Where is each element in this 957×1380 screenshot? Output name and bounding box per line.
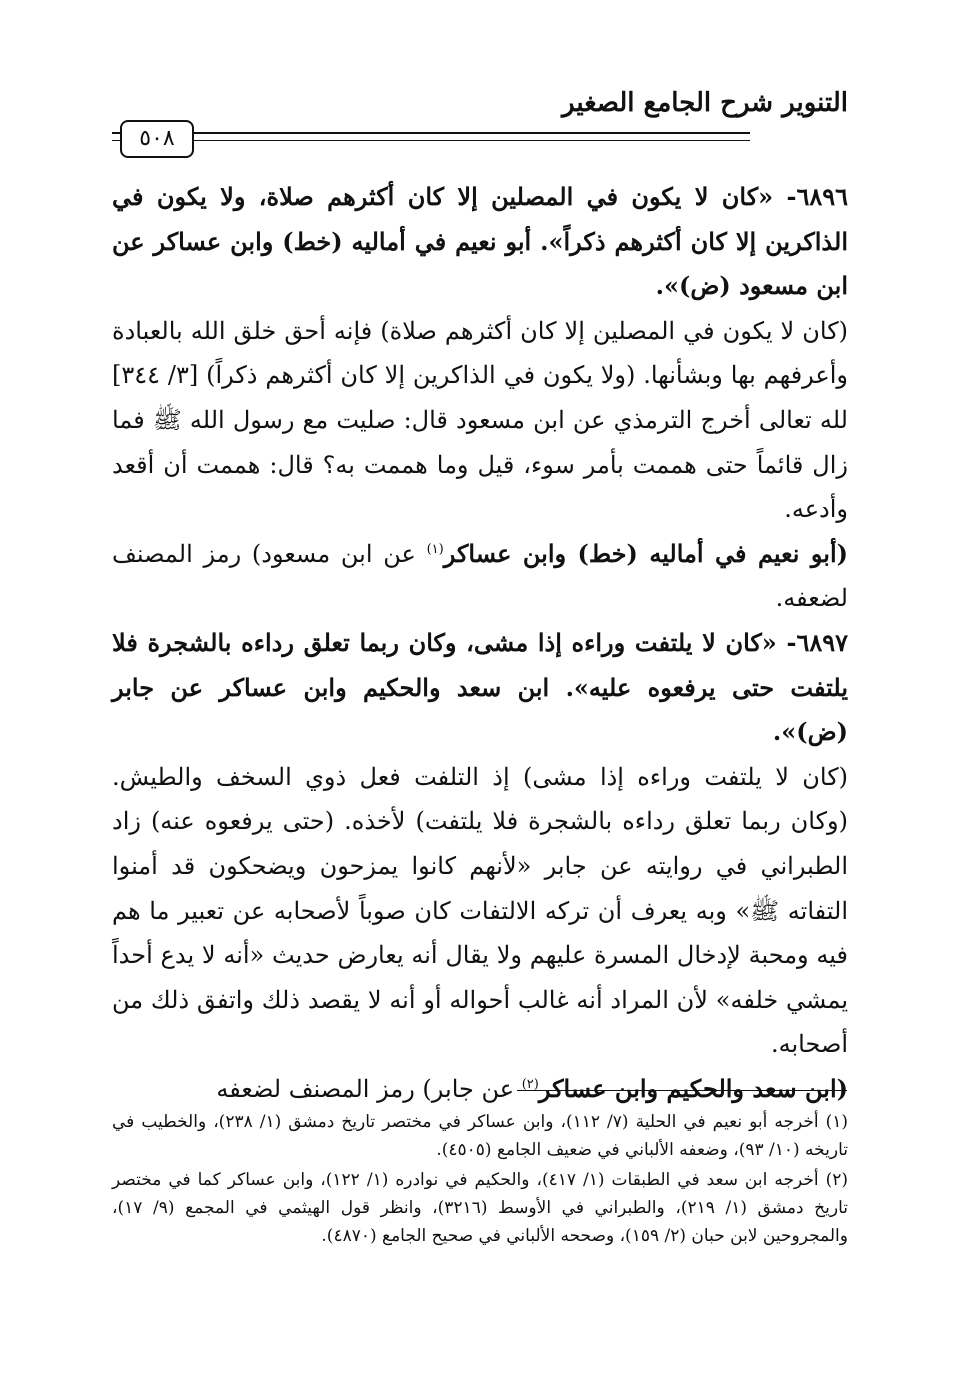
- footnote-separator: [517, 1090, 847, 1091]
- source-text-rest: عن ابن مسعود) رمز المصنف لضعفه.: [112, 539, 848, 613]
- commentary-6896-source: [112, 532, 848, 621]
- source-text: (ابن سعد والحكيم وابن عساكر: [538, 1073, 848, 1103]
- page-header: [112, 82, 848, 162]
- commentary-6897: (كان لا يلتفت وراءه إذا مشى) إذ التلفت فعل ذوي السخف والطيش. (وكان ربما تعلق رداءه بالشجرة فلا يلتفت) لأخذه. (حتى يرفعوه عنه) زاد الطبراني في روايته عن جابر «لأنهم كانوا يمزحون ويضحكون قد أمنوا التفاته ﷺ» وبه يعرف أن تركه الالتفات كان صوباً لأصحابه عن تعبير ما هم فيه ومحبة لإدخال المسرة عليهم ولا يقال أنه يعارض حديث «أنه لا يدع أحداً يمشي خلفه» لأن المراد أنه غالب أحواله أو أنه لا يقصد ذلك واتفق ذلك من أصحابه.: [112, 762, 849, 1059]
- source-text-rest: عن جابر) رمز المصنف لضعفه: [216, 1074, 515, 1103]
- page-number: ٥٠٨: [120, 120, 194, 158]
- footnote-2: (٢) أخرجه ابن سعد في الطبقات (١/ ٤١٧)، والحكيم في نوادره (١/ ١٢٢)، وابن عساكر كما في مختصر تاريخ دمشق (١/ ٢١٩)، والطبراني في الأوسط (٣٢١٦)، وانظر قول الهيثمي في المجمع (٩/ ١٧)، والمجروحين لابن حبان (٢/ ١٥٩)، وصححه الألباني في صحيح الجامع (٤٨٧٠).: [112, 1170, 848, 1246]
- main-text: [112, 175, 848, 1111]
- hadith-6897: ٦٨٩٧- «كان لا يلتفت وراءه إذا مشى، وكان ربما تعلق رداءه بالشجرة فلا يلتفت حتى يرفعوه عليه». ابن سعد والحكيم وابن عساكر عن جابر (ض)».: [112, 627, 848, 747]
- hadith-6896: ٦٨٩٦- «كان لا يكون في المصلين إلا كان أكثرهم صلاة، ولا يكون في الذاكرين إلا كان أكثرهم ذكراً». أبو نعيم في أماليه (خط) وابن عساكر عن ابن مسعود (ض)».: [112, 182, 848, 301]
- footnotes: [112, 1108, 848, 1252]
- book-title: التنوير شرح الجامع الصغير: [562, 88, 848, 118]
- footnote-mark-2[interactable]: (٢): [521, 1076, 539, 1092]
- commentary-6896: (كان لا يكون في المصلين إلا كان أكثرهم صلاة) فإنه أحق خلق الله بالعبادة وأعرفهم بها وبشأنها. (ولا يكون في الذاكرين إلا كان أكثرهم ذكراً) [٣/ ٣٤٤] لله تعالى أخرج الترمذي عن ابن مسعود قال: صليت مع رسول الله ﷺ فما زال قائماً حتى هممت بأمر سوء، قيل وما هممت به؟ قال: هممت أن أقعد وأدعه.: [112, 316, 849, 524]
- header-rule-thick: [112, 132, 750, 134]
- header-rule-thin: [112, 140, 750, 141]
- footnote-mark-1[interactable]: (١): [426, 541, 444, 557]
- footnote-1: (١) أخرجه أبو نعيم في الحلية (٧/ ١١٢)، وابن عساكر في مختصر تاريخ دمشق (١/ ٢٣٨)، والخطيب في تاريخه (١٠/ ٩٣)، وضعفه الألباني في ضعيف الجامع (٤٥٠٥).: [112, 1112, 849, 1160]
- source-text: (أبو نعيم في أماليه (خط) وابن عساكر: [443, 538, 848, 568]
